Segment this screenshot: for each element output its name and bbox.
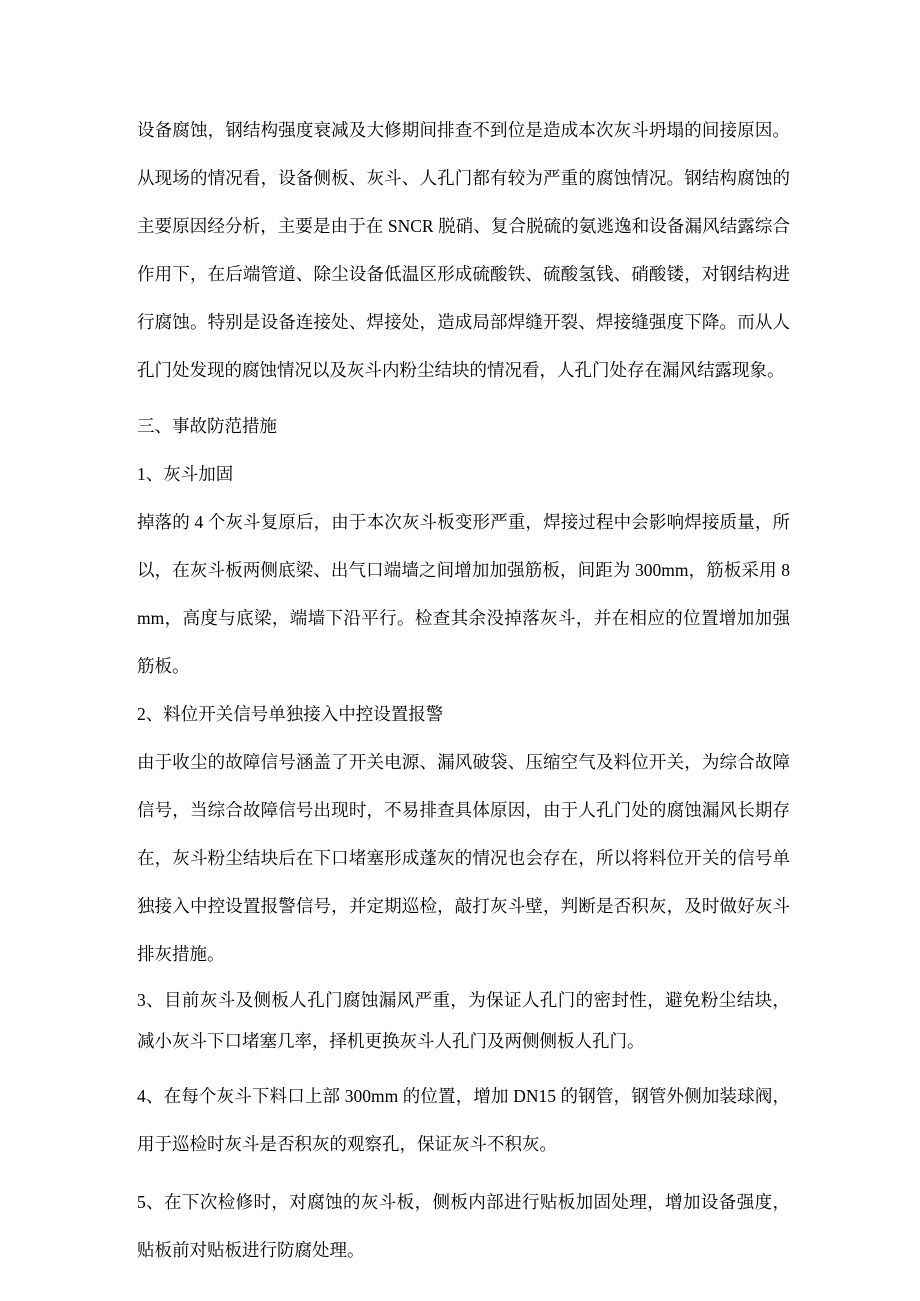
- body-paragraph-corrosion-analysis: 设备腐蚀，钢结构强度衰减及大修期间排查不到位是造成本次灰斗坍塌的间接原因。从现场的情况看，设备侧板、灰斗、人孔门都有较为严重的腐蚀情况。钢结构腐蚀的主要原因经分析，主要是由于在 SNCR 脱硝、复合脱硫的氨逃逸和设备漏风结露综合作用下，在后端管道、除尘设备低温区形成硫酸铁、硫酸氢钱、硝酸镂，对钢结构进行腐蚀。特别是设备连接处、焊接处，造成局部焊缝开裂、焊接缝强度下降。而从人孔门处发现的腐蚀情况以及灰斗内粉尘结块的情况看，人孔门处存在漏风结露现象。: [137, 120, 790, 380]
- body-paragraph-hopper-reinforcement-detail: 掉落的 4 个灰斗复原后，由于本次灰斗板变形严重，焊接过程中会影响焊接质量，所以，在灰斗板两侧底梁、出气口端墙之间增加加强筋板，间距为 300mm，筋板采用 8mm，高度与底梁，端墙下沿平行。检查其余没掉落灰斗，并在相应的位置增加加强筋板。: [137, 512, 790, 676]
- list-item-2-heading-level-switch-alarm: 2、料位开关信号单独接入中控设置报警: [137, 704, 444, 724]
- list-item-4-inspection-pipe: 4、在每个灰斗下料口上部 300mm 的位置，增加 DN15 的钢管，钢管外侧加装球阀，用于巡检时灰斗是否积灰的观察孔，保证灰斗不积灰。: [137, 1086, 790, 1154]
- list-item-5-plate-reinforcement: 5、在下次检修时，对腐蚀的灰斗板，侧板内部进行贴板加固处理，增加设备强度，贴板前对贴板进行防腐处理。: [137, 1192, 790, 1260]
- list-item-3-manhole-door-replacement: 3、目前灰斗及侧板人孔门腐蚀漏风严重，为保证人孔门的密封性，避免粉尘结块，减小灰斗下口堵塞几率，择机更换灰斗人孔门及两侧侧板人孔门。: [137, 990, 790, 1051]
- body-paragraph-level-switch-alarm-detail: 由于收尘的故障信号涵盖了开关电源、漏风破袋、压缩空气及料位开关，为综合故障信号，当综合故障信号出现时，不易排查具体原因，由于人孔门处的腐蚀漏风长期存在，灰斗粉尘结块后在下口堵塞形成蓬灰的情况也会存在，所以将料位开关的信号单独接入中控设置报警信号，并定期巡检，敲打灰斗壁，判断是否积灰，及时做好灰斗排灰措施。: [137, 752, 790, 964]
- list-item-1-heading-hopper-reinforcement: 1、灰斗加固: [137, 464, 234, 484]
- section-heading-prevention-measures: 三、事故防范措施: [137, 416, 277, 436]
